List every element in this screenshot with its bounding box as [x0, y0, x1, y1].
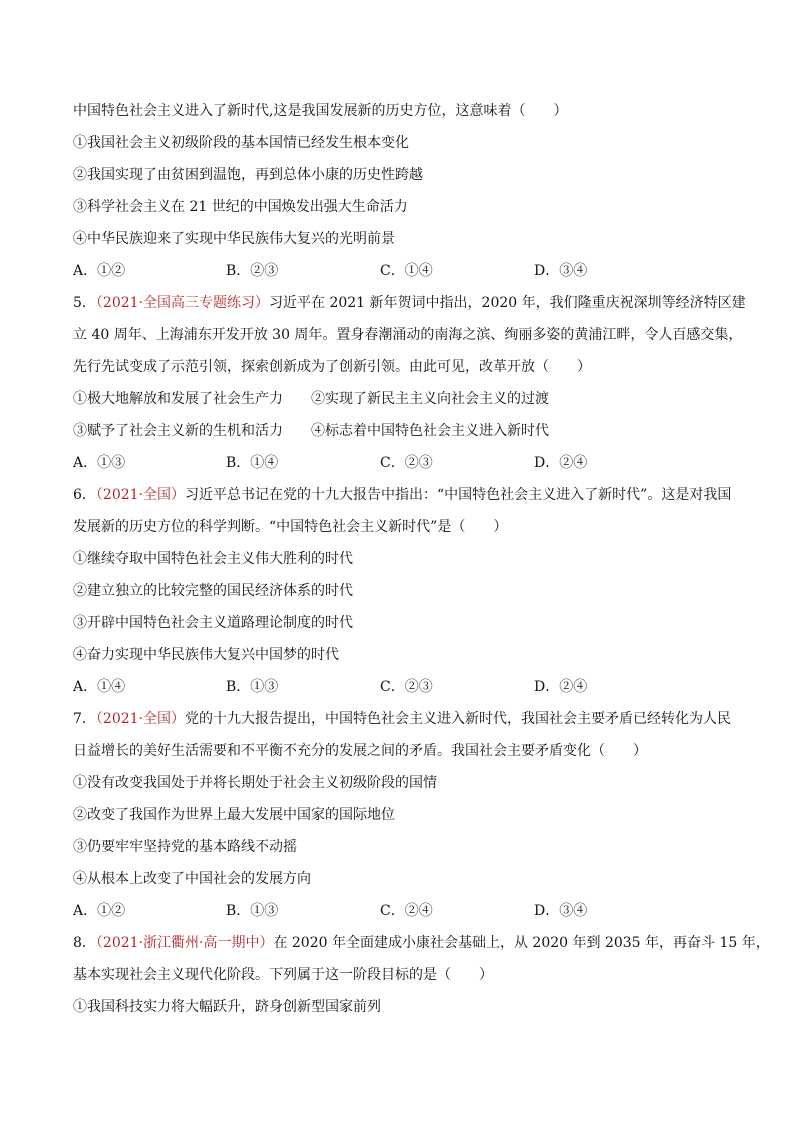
question-source: （2021·全国） [95, 487, 186, 503]
answer-item: ①继续夺取中国特色社会主义伟大胜利的时代 [73, 551, 353, 567]
option-b: B．①③ [226, 679, 279, 695]
option-b: B．②③ [226, 263, 279, 279]
answer-item: ①我国科技实力将大幅跃升，跻身创新型国家前列 [73, 999, 381, 1015]
question-text: 在 2020 年全面建成小康社会基础上，从 2020 年到 2035 年，再奋斗 15 年， [273, 935, 770, 951]
option-a: A．①② [73, 903, 126, 919]
question-number: 7． [73, 711, 96, 727]
option-d: D．②④ [534, 679, 588, 695]
answer-item: ④中华民族迎来了实现中华民族伟大复兴的光明前景 [73, 231, 395, 247]
answer-item: ②我国实现了由贫困到温饱，再到总体小康的历史性跨越 [73, 167, 423, 183]
option-c: C．②③ [380, 455, 433, 471]
answer-item: ③开辟中国特色社会主义道路理论制度的时代 [73, 615, 353, 631]
question-text: 基本实现社会主义现代化阶段。下列属于这一阶段目标的是（ ） [73, 967, 493, 983]
question-7-stem [73, 709, 731, 729]
answer-item: ④奋力实现中华民族伟大复兴中国梦的时代 [73, 647, 339, 663]
answer-item: ③仍要牢牢坚持党的基本路线不动摇 [73, 839, 297, 855]
answer-item: ①我国社会主义初级阶段的基本国情已经发生根本变化 [73, 135, 409, 151]
answer-item: ③科学社会主义在 21 世纪的中国焕发出强大生命活力 [73, 199, 408, 215]
option-a: A．①③ [73, 455, 126, 471]
answer-item: ④标志着中国特色社会主义进入新时代 [311, 423, 549, 439]
question-text: 发展新的历史方位的科学判断。“中国特色社会主义新时代”是（ ） [73, 519, 508, 535]
option-a: A．①④ [73, 679, 126, 695]
option-a: A．①② [73, 263, 126, 279]
question-number: 5． [73, 295, 96, 311]
option-c: C．②③ [380, 679, 433, 695]
answer-item: ②实现了新民主主义向社会主义的过渡 [311, 391, 549, 407]
option-d: D．③④ [534, 903, 588, 919]
question-source: （2021·全国） [95, 711, 186, 727]
question-8-stem [73, 933, 770, 953]
question-source: （2021·全国高三专题练习） [95, 295, 270, 311]
option-c: C．②④ [380, 903, 433, 919]
option-d: D．③④ [534, 263, 588, 279]
answer-item: ③赋予了社会主义新的生机和活力 [73, 423, 283, 439]
option-d: D．②④ [534, 455, 588, 471]
answer-item: ①没有改变我国处于并将长期处于社会主义初级阶段的国情 [73, 775, 437, 791]
question-number: 6． [73, 487, 96, 503]
question-text: 习近平总书记在党的十九大报告中指出：“中国特色社会主义进入了新时代”。这是对我国 [185, 487, 732, 503]
question-number: 8． [73, 935, 96, 951]
answer-item: ②改变了我国作为世界上最大发展中国家的国际地位 [73, 807, 395, 823]
question-5-stem [73, 293, 746, 313]
option-c: C．①④ [380, 263, 433, 279]
option-b: B．①③ [226, 903, 279, 919]
answer-item: ①极大地解放和发展了社会生产力 [73, 391, 283, 407]
question-text: 先行先试变成了示范引领，探索创新成为了创新引领。由此可见，改革开放（ ） [73, 359, 591, 375]
option-b: B．①④ [226, 455, 279, 471]
question-stem: 中国特色社会主义进入了新时代,这是我国发展新的历史方位，这意味着（ ） [73, 103, 568, 119]
answer-item: ②建立独立的比较完整的国民经济体系的时代 [73, 583, 353, 599]
question-text: 日益增长的美好生活需要和不平衡不充分的发展之间的矛盾。我国社会主要矛盾变化（ ） [73, 743, 647, 759]
question-text: 立 40 周年、上海浦东开发开放 30 周年。置身春潮涌动的南海之滨、绚丽多姿的黄浦江畔，令人百感交集， [73, 327, 743, 343]
question-6-stem [73, 485, 731, 505]
answer-item: ④从根本上改变了中国社会的发展方向 [73, 871, 311, 887]
question-text: 习近平在 2021 新年贺词中指出，2020 年，我们隆重庆祝深圳等经济特区建 [269, 295, 746, 311]
question-source: （2021·浙江衢州·高一期中） [95, 935, 274, 951]
question-text: 党的十九大报告提出，中国特色社会主义进入新时代，我国社会主要矛盾已经转化为人民 [185, 711, 732, 727]
